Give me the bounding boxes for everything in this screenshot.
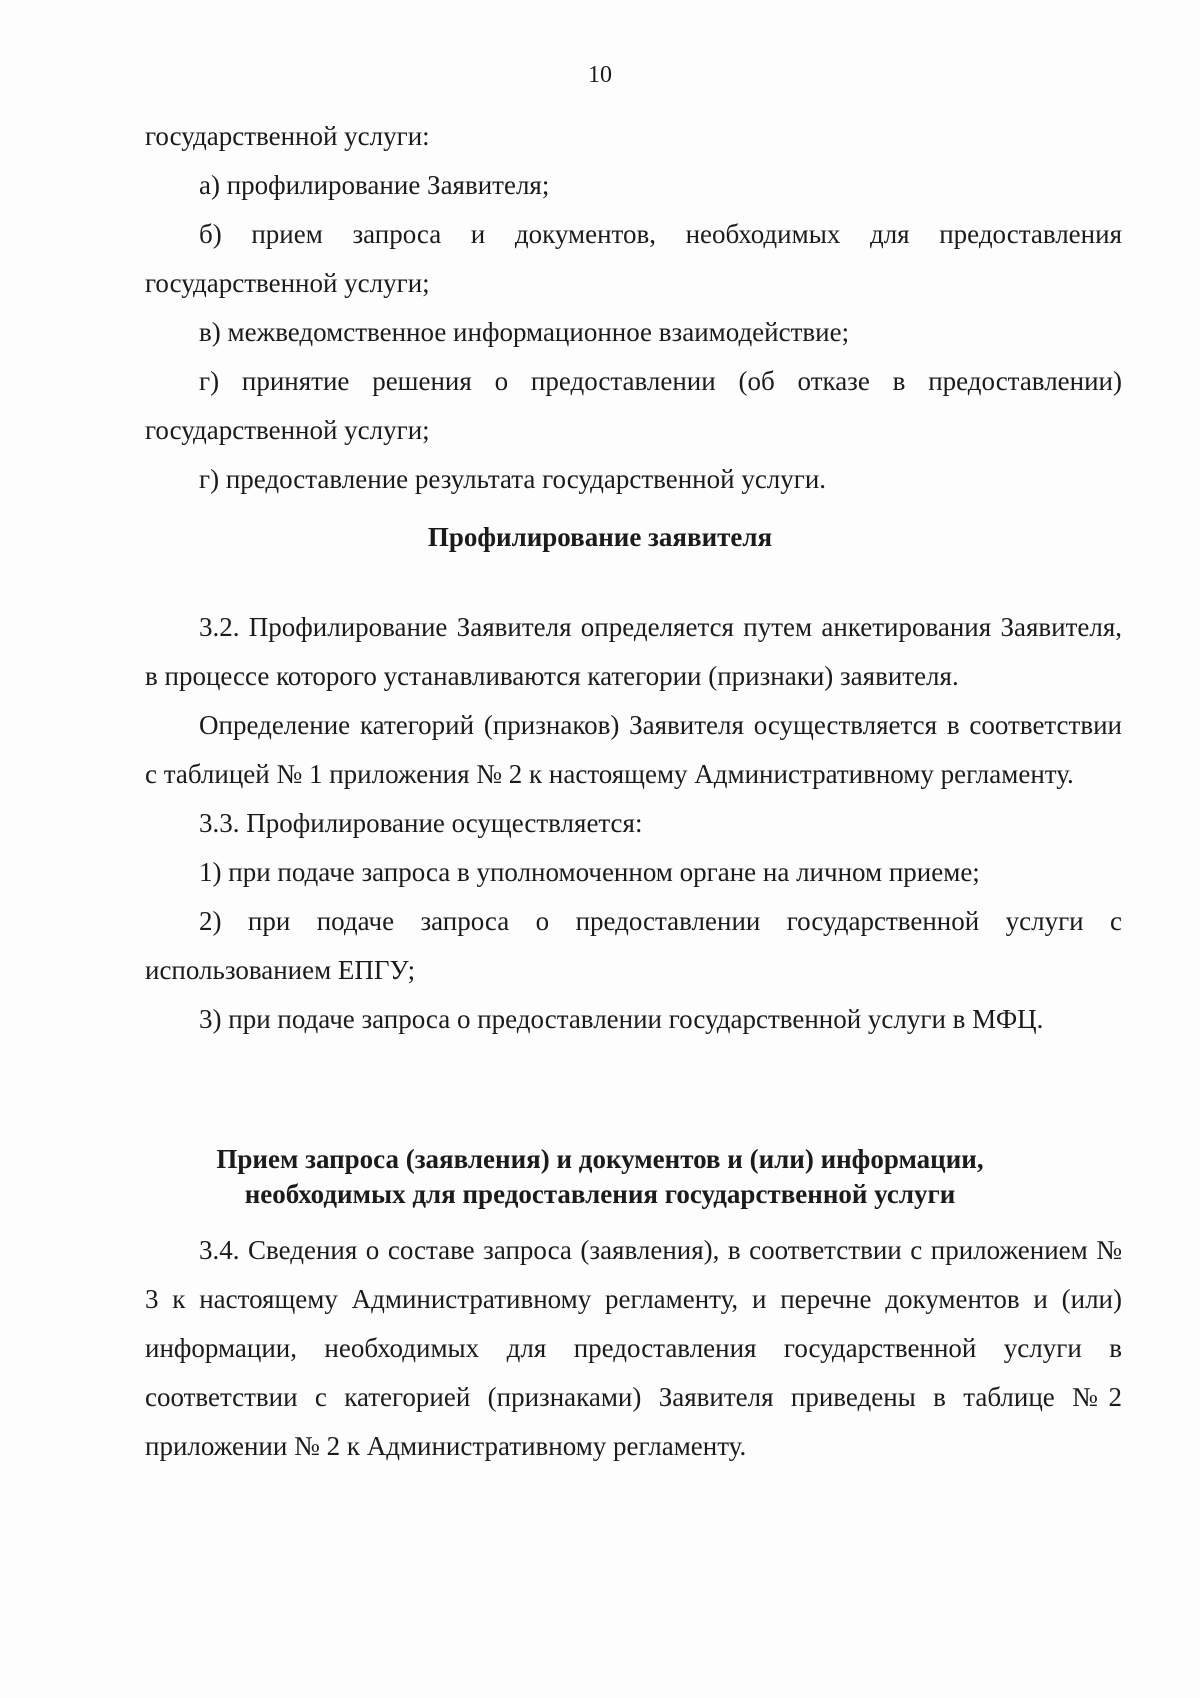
list-item-g1: г) принятие решения о предоставлении (об отказе в предоставлении) государственной услуги; (145, 366, 1122, 445)
paragraph-3-3: 3.3. Профилирование осуществляется: (199, 808, 643, 838)
reception-block (145, 1226, 1122, 1471)
intro-block (145, 112, 1122, 504)
list-item-2: 2) при подаче запроса о предоставлении государственной услуги с использованием ЕПГУ; (145, 906, 1122, 985)
profiling-block (145, 603, 1122, 1044)
list-item-a: а) профилирование Заявителя; (199, 170, 550, 200)
list-item-v: в) межведомственное информационное взаимодействие; (199, 317, 850, 347)
paragraph-3-4: 3.4. Сведения о составе запроса (заявления), в соответствии с приложением № 3 к настоящему Административному регламенту, и перечне документов и (или) информации, необходимых для предоставления государственной услуги в соответствии с категорией (признаками) Заявителя приведены в таблице №2 приложении № 2 к Административному регламенту. (145, 1235, 1122, 1461)
section-heading-reception (0, 1142, 1200, 1212)
list-item-3: 3) при подаче запроса о предоставлении государственной услуги в МФЦ. (199, 1004, 1044, 1034)
section-heading-reception-line1: Прием запроса (заявления) и документов и (или) информации, (216, 1144, 984, 1174)
paragraph-3-2: 3.2. Профилирование Заявителя определяется путем анкетирования Заявителя, в процессе которого устанавливаются категории (признаки) заявителя. (145, 612, 1122, 691)
section-heading-profiling: Профилирование заявителя (427, 522, 773, 552)
section-heading-reception-line2: необходимых для предоставления государственной услуги (244, 1179, 956, 1209)
list-item-1: 1) при подаче запроса в уполномоченном органе на личном приеме; (199, 857, 980, 887)
list-item-b: б) прием запроса и документов, необходимых для предоставления государственной услуги; (145, 219, 1122, 298)
paragraph-categories: Определение категорий (признаков) Заявителя осуществляется в соответствии с таблицей № 1 приложения № 2 к настоящему Административному регламенту. (145, 710, 1122, 789)
list-item-g2: г) предоставление результата государственной услуги. (199, 464, 827, 494)
page-number: 10 (588, 62, 612, 88)
intro-line: государственной услуги: (145, 121, 430, 151)
